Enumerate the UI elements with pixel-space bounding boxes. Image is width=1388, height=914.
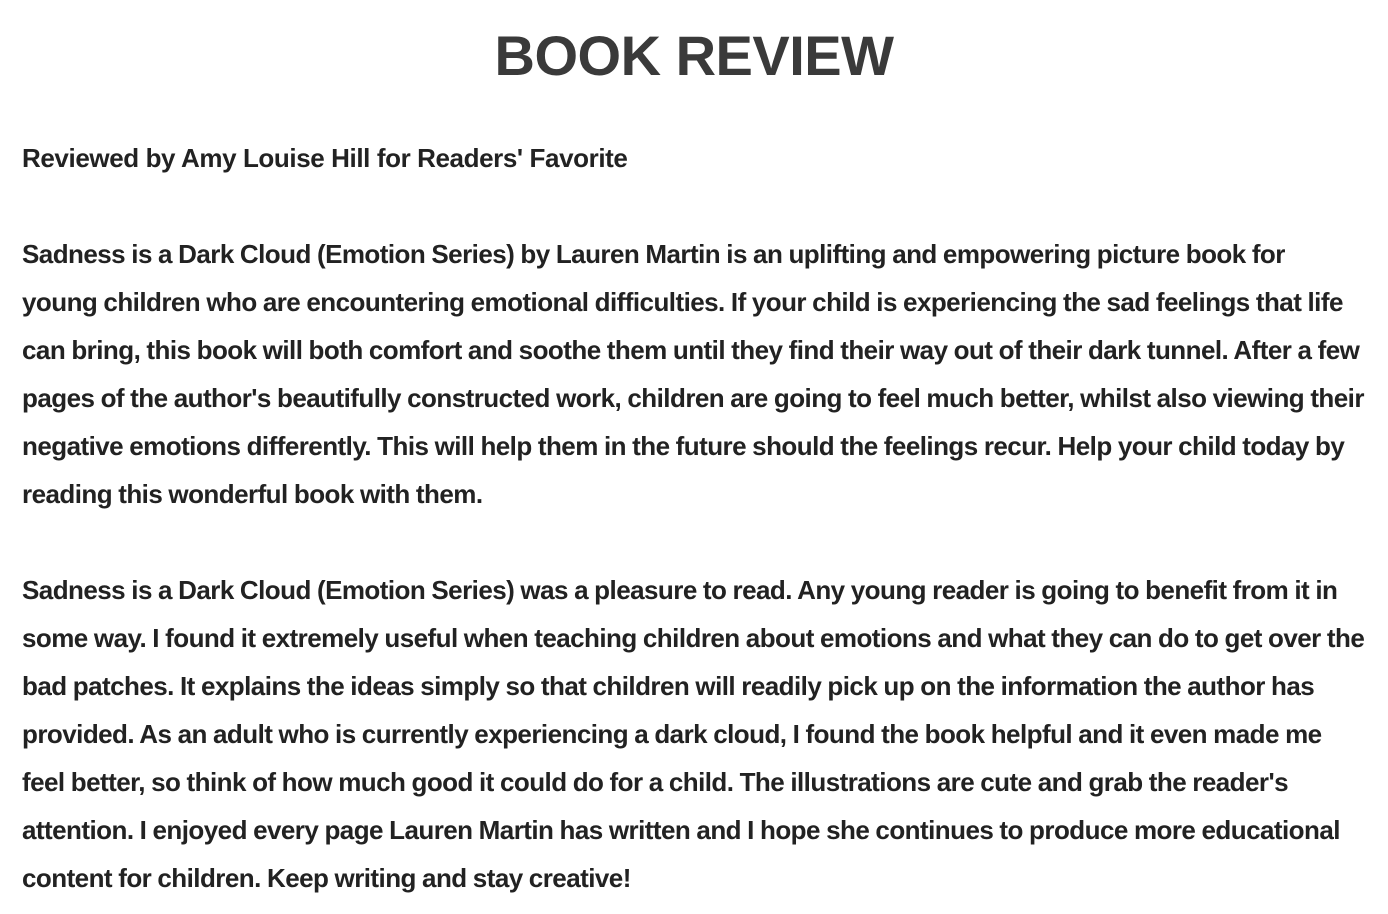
reviewer-byline: Reviewed by Amy Louise Hill for Readers' Favorite [22, 143, 628, 173]
review-paragraph-1: Sadness is a Dark Cloud (Emotion Series) by Lauren Martin is an uplifting and empowering picture book for young children who are encountering emotional difficulties. If your child is experiencing the sad feelings that life can bring, this book will both comfort and soothe them until they find their way out of their dark tunnel. After a few pages of the author's beautifully constructed work, children are going to feel much better, whilst also viewing their negative emotions differently. This will help them in the future should the feelings recur. Help your child today by reading this wonderful book with them. [22, 239, 1364, 509]
review-paragraph-2: Sadness is a Dark Cloud (Emotion Series) was a pleasure to read. Any young reader is going to benefit from it in some way. I found it extremely useful when teaching children about emotions and what they can do to get over the bad patches. It explains the ideas simply so that children will readily pick up on the information the author has provided. As an adult who is currently experiencing a dark cloud, I found the book helpful and it even made me feel better, so think of how much good it could do for a child. The illustrations are cute and grab the reader's attention. I enjoyed every page Lauren Martin has written and I hope she continues to produce more educational content for children. Keep writing and stay creative! [22, 575, 1365, 893]
page-title: BOOK REVIEW [494, 24, 894, 87]
